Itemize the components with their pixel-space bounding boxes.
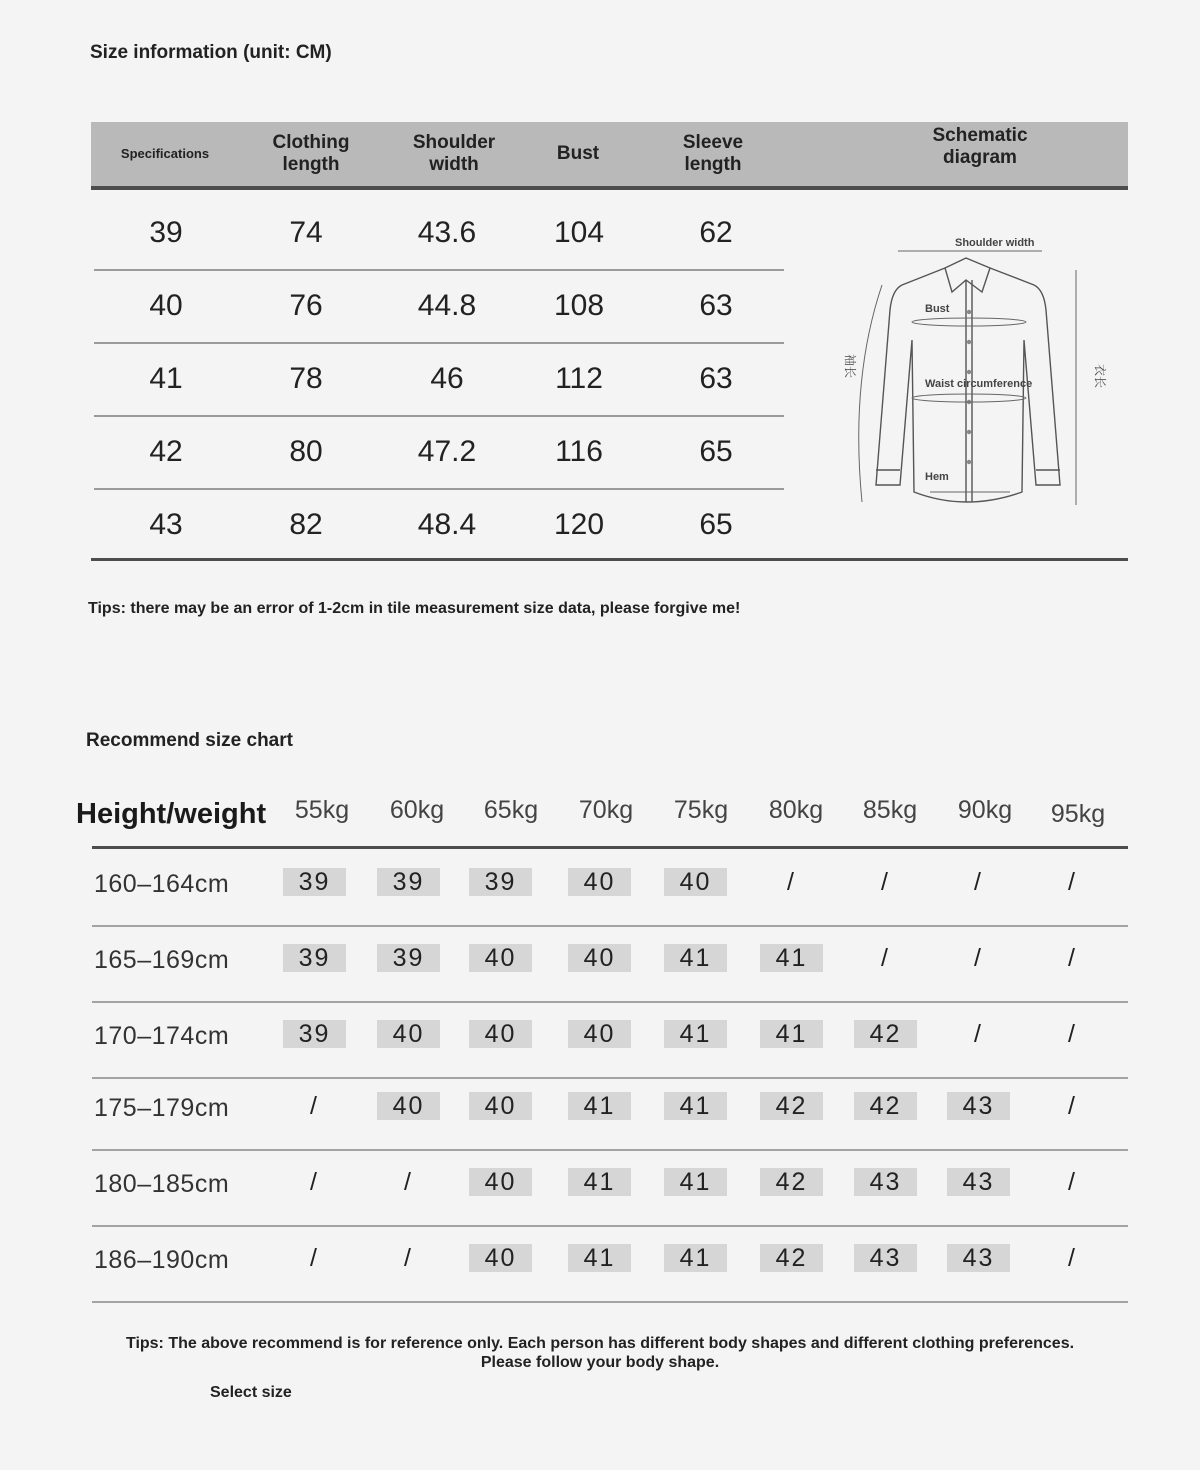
no-size-mark: / <box>974 943 983 972</box>
size-cell: 76 <box>289 288 323 322</box>
no-size-mark: / <box>1068 1019 1077 1048</box>
no-size-mark: / <box>974 867 983 896</box>
size-cell: 40 <box>149 288 183 322</box>
height-label: 175–179cm <box>94 1094 230 1122</box>
no-size-mark: / <box>1068 867 1077 896</box>
height-label: 160–164cm <box>94 870 230 898</box>
weight-header: 90kg <box>957 796 1013 824</box>
label-clothing-length-cn: 衣长 <box>1093 364 1107 389</box>
height-label: 165–169cm <box>94 946 230 974</box>
recommended-size-badge: 40 <box>568 944 631 972</box>
height-weight-header: Height/weight <box>76 798 267 830</box>
recommended-size-badge: 40 <box>469 1168 532 1196</box>
size-cell: 65 <box>699 507 733 541</box>
size-table-header <box>91 122 1128 190</box>
height-label: 170–174cm <box>94 1022 230 1050</box>
size-cell: 43 <box>149 507 183 541</box>
recommended-size-badge: 43 <box>947 1168 1010 1196</box>
no-size-mark: / <box>1068 1243 1077 1272</box>
size-cell: 47.2 <box>417 434 477 468</box>
no-size-mark: / <box>881 867 890 896</box>
size-row <box>94 196 784 271</box>
header-clothing-length: Clothing length <box>272 132 350 175</box>
no-size-mark: / <box>881 943 890 972</box>
recommend-tip <box>0 1334 1200 1372</box>
header-shoulder-width: Shoulder width <box>412 132 496 175</box>
recommend-row <box>92 1002 1128 1079</box>
recommend-row <box>92 926 1128 1003</box>
no-size-mark: / <box>404 1243 413 1272</box>
label-shoulder-width: Shoulder width <box>955 237 1035 249</box>
recommend-tip-line1: Tips: The above recommend is for reference only. Each person has different body shapes and different clothing preferences. <box>125 1335 1075 1352</box>
weight-header: 60kg <box>389 796 445 824</box>
recommended-size-badge: 39 <box>469 868 532 896</box>
recommended-size-badge: 39 <box>283 944 346 972</box>
recommend-row <box>92 1150 1128 1227</box>
size-cell: 43.6 <box>417 215 477 249</box>
recommended-size-badge: 41 <box>760 1020 823 1048</box>
size-info-title: Size information (unit: CM) <box>90 42 332 63</box>
size-cell: 39 <box>149 215 183 249</box>
no-size-mark: / <box>310 1167 319 1196</box>
size-cell: 74 <box>289 215 323 249</box>
recommended-size-badge: 39 <box>283 1020 346 1048</box>
header-sleeve-length: Sleeve length <box>682 132 744 175</box>
size-cell: 108 <box>553 288 605 322</box>
size-cell: 48.4 <box>417 507 477 541</box>
recommended-size-badge: 42 <box>760 1092 823 1120</box>
recommended-size-badge: 41 <box>568 1168 631 1196</box>
size-row <box>94 415 784 490</box>
recommended-size-badge: 39 <box>377 868 440 896</box>
no-size-mark: / <box>310 1091 319 1120</box>
label-hem: Hem <box>925 471 949 483</box>
weight-header: 70kg <box>578 796 634 824</box>
recommended-size-badge: 39 <box>283 868 346 896</box>
recommended-size-badge: 39 <box>377 944 440 972</box>
recommend-row <box>92 1226 1128 1303</box>
recommended-size-badge: 43 <box>854 1244 917 1272</box>
header-schematic-diagram: Schematic diagram <box>932 125 1028 168</box>
header-specifications: Specifications <box>120 146 210 161</box>
size-cell: 62 <box>699 215 733 249</box>
recommended-size-badge: 42 <box>854 1020 917 1048</box>
size-cell: 116 <box>555 434 603 468</box>
recommended-size-badge: 40 <box>377 1020 440 1048</box>
no-size-mark: / <box>310 1243 319 1272</box>
label-bust: Bust <box>925 303 950 315</box>
header-bust: Bust <box>556 143 600 164</box>
recommended-size-badge: 41 <box>568 1244 631 1272</box>
size-cell: 78 <box>289 361 323 395</box>
no-size-mark: / <box>787 867 796 896</box>
recommended-size-badge: 43 <box>947 1092 1010 1120</box>
weight-header: 80kg <box>768 796 824 824</box>
weight-header: 65kg <box>483 796 539 824</box>
recommended-size-badge: 41 <box>664 1092 727 1120</box>
no-size-mark: / <box>1068 1091 1077 1120</box>
recommended-size-badge: 40 <box>377 1092 440 1120</box>
label-waist-circumference: Waist circumference <box>925 378 1033 390</box>
recommended-size-badge: 40 <box>568 868 631 896</box>
recommend-row <box>92 1074 1128 1151</box>
shirt-schematic-diagram <box>820 230 1120 520</box>
size-cell: 82 <box>289 507 323 541</box>
size-cell: 46 <box>430 361 464 395</box>
height-label: 180–185cm <box>94 1170 230 1198</box>
size-table-bottom-rule <box>91 558 1128 561</box>
size-cell: 63 <box>699 288 733 322</box>
label-sleeve-length-cn: 袖长 <box>843 354 857 379</box>
recommend-tip-line2: Please follow your body shape. <box>480 1354 720 1371</box>
recommend-title: Recommend size chart <box>86 730 293 751</box>
size-cell: 65 <box>699 434 733 468</box>
size-cell: 104 <box>553 215 605 249</box>
no-size-mark: / <box>974 1019 983 1048</box>
size-row <box>94 342 784 417</box>
recommended-size-badge: 41 <box>664 1168 727 1196</box>
size-cell: 42 <box>149 434 183 468</box>
size-cell: 41 <box>149 361 183 395</box>
recommended-size-badge: 41 <box>664 944 727 972</box>
measurement-tip: Tips: there may be an error of 1-2cm in tile measurement size data, please forgive me! <box>88 600 741 617</box>
recommended-size-badge: 42 <box>854 1092 917 1120</box>
no-size-mark: / <box>1068 1167 1077 1196</box>
recommended-size-badge: 40 <box>568 1020 631 1048</box>
recommended-size-badge: 42 <box>760 1244 823 1272</box>
weight-header: 55kg <box>294 796 350 824</box>
recommended-size-badge: 41 <box>664 1244 727 1272</box>
no-size-mark: / <box>404 1167 413 1196</box>
recommended-size-badge: 41 <box>664 1020 727 1048</box>
size-cell: 112 <box>555 361 603 395</box>
no-size-mark: / <box>1068 943 1077 972</box>
size-cell: 80 <box>289 434 323 468</box>
size-cell: 44.8 <box>417 288 477 322</box>
size-cell: 120 <box>553 507 605 541</box>
size-row <box>94 269 784 344</box>
size-cell: 63 <box>699 361 733 395</box>
recommend-header-rule <box>92 846 1128 849</box>
select-size-label[interactable]: Select size <box>210 1384 292 1401</box>
recommended-size-badge: 40 <box>469 1244 532 1272</box>
recommended-size-badge: 40 <box>664 868 727 896</box>
recommended-size-badge: 42 <box>760 1168 823 1196</box>
recommended-size-badge: 40 <box>469 1020 532 1048</box>
recommend-row <box>92 850 1128 927</box>
recommended-size-badge: 40 <box>469 1092 532 1120</box>
size-row <box>94 488 784 561</box>
recommended-size-badge: 41 <box>568 1092 631 1120</box>
weight-header: 85kg <box>862 796 918 824</box>
recommended-size-badge: 43 <box>854 1168 917 1196</box>
height-label: 186–190cm <box>94 1246 230 1274</box>
recommended-size-badge: 40 <box>469 944 532 972</box>
recommended-size-badge: 41 <box>760 944 823 972</box>
weight-header: 95kg <box>1050 800 1106 828</box>
weight-header: 75kg <box>673 796 729 824</box>
recommended-size-badge: 43 <box>947 1244 1010 1272</box>
